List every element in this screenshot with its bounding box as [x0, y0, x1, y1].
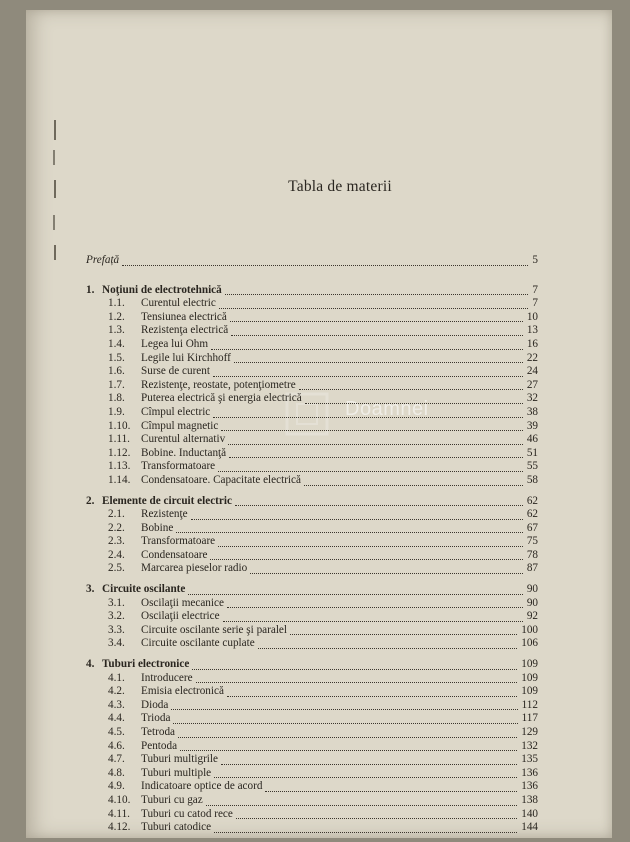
toc-entry-number: 1.5.	[108, 351, 125, 364]
toc-entry-label: Curentul alternativ	[141, 433, 226, 446]
toc-dot-leader	[227, 594, 523, 609]
toc-page-number: 27	[526, 378, 538, 391]
toc-dot-leader	[171, 696, 518, 711]
toc-page-number: 55	[526, 460, 538, 473]
toc-entry-number: 3.3.	[108, 623, 125, 636]
toc-entry-label: Tuburi cu gaz	[141, 793, 203, 806]
toc-entry-number: 2.1.	[108, 508, 125, 521]
toc-dot-leader	[191, 505, 523, 520]
toc-entry-label: Circuite oscilante	[102, 583, 186, 596]
toc-page-number: 132	[521, 739, 538, 752]
toc-entry-label: Circuite oscilante serie şi paralel	[141, 623, 288, 636]
toc-entry-number: 1.1.	[108, 297, 125, 310]
toc-page-number: 92	[526, 610, 538, 623]
toc-entry-label: Tuburi cu catod rece	[141, 807, 233, 820]
toc-entry-label: Tetroda	[141, 726, 176, 738]
toc-entry-label: Curentul electric	[141, 297, 216, 310]
page-title: Tabla de materii	[288, 178, 392, 195]
toc-entry-label: Rezistenţe, reostate, potenţiometre	[141, 378, 296, 391]
toc-page-number: 75	[526, 535, 538, 548]
toc-dot-leader	[214, 818, 517, 833]
toc-dot-leader	[305, 389, 523, 404]
toc-entry-number: 3.	[86, 583, 95, 596]
toc-dot-leader	[214, 764, 517, 779]
toc-entry-label: Tensiunea electrică	[141, 310, 227, 323]
toc-entry-number: 1.13.	[108, 460, 131, 473]
toc-dot-leader	[213, 403, 523, 418]
toc-dot-leader	[234, 349, 523, 364]
toc-page-number: 117	[521, 712, 538, 725]
toc-section-row	[86, 474, 538, 488]
toc-entry-label: Prefață	[86, 254, 120, 266]
toc-entry-number: 2.3.	[108, 535, 125, 548]
toc-entry-number: 1.3.	[108, 324, 125, 337]
toc-dot-leader	[122, 251, 528, 266]
toc-dot-leader	[230, 308, 523, 323]
toc-entry-number: 1.14.	[108, 473, 131, 486]
toc-entry-number: 1.9.	[108, 405, 125, 418]
toc-entry-number: 2.2.	[108, 521, 125, 534]
toc-page-number: 87	[526, 562, 538, 575]
toc-entry-number: 3.4.	[108, 637, 125, 650]
toc-dot-leader	[235, 492, 523, 507]
toc-page-number: 109	[521, 671, 538, 684]
toc-entry-label: Pentoda	[141, 739, 178, 752]
toc-page-number: 46	[526, 433, 538, 446]
toc-dot-leader	[178, 723, 517, 738]
toc-entry-label: Rezistenţa electrică	[141, 324, 229, 337]
chapter-gap	[86, 835, 538, 842]
toc-entry-label: Condensatoare	[141, 548, 208, 561]
toc-page-number: 109	[521, 658, 538, 671]
toc-section-row	[86, 821, 538, 835]
toc-page-number: 38	[526, 405, 538, 418]
toc-page-number: 5	[532, 254, 538, 266]
toc-dot-leader	[229, 444, 523, 459]
toc-dot-leader	[210, 546, 523, 561]
toc-entry-label: Legile lui Kirchhoff	[141, 351, 231, 364]
toc-entry-label: Introducere	[141, 671, 193, 684]
toc-entry-number: 4.5.	[108, 726, 125, 738]
toc-entry-label: Cîmpul electric	[141, 405, 211, 418]
toc-entry-number: 4.3.	[108, 698, 125, 711]
toc-entry-number: 1.7.	[108, 378, 125, 391]
toc-page-number: 106	[521, 637, 538, 650]
toc-entry-number: 1.8.	[108, 392, 125, 405]
toc-entry-number: 1.11.	[108, 433, 130, 446]
toc-entry-number: 1.2.	[108, 310, 125, 323]
toc-dot-leader	[304, 471, 523, 486]
toc-page-number: 144	[521, 821, 538, 834]
toc-entry-label: Emisia electronică	[141, 685, 224, 698]
toc-page-number: 129	[521, 726, 538, 738]
toc-page-number: 62	[526, 508, 538, 521]
toc-entry-label: Rezistenţe	[141, 508, 188, 521]
toc-dot-leader	[196, 669, 517, 684]
toc-entry-number: 4.11.	[108, 807, 130, 820]
toc-entry-number: 2.	[86, 494, 95, 507]
watermark-text: Doamnei	[345, 398, 429, 420]
toc-page-number: 62	[526, 494, 538, 507]
toc-page-number: 7	[532, 297, 538, 310]
toc-dot-leader	[206, 791, 517, 806]
toc-dot-leader	[176, 519, 523, 534]
toc-entry-label: Circuite oscilante cuplate	[141, 637, 255, 650]
toc-page-number: 138	[521, 793, 538, 806]
toc-entry-label: Oscilaţii mecanice	[141, 596, 224, 609]
toc-page-number: 7	[532, 283, 538, 296]
toc-entry-number: 3.2.	[108, 610, 125, 623]
toc-page-number: 109	[521, 685, 538, 698]
toc-dot-leader	[218, 532, 523, 547]
toc-entry-number: 4.6.	[108, 739, 125, 752]
toc-dot-leader	[223, 607, 523, 622]
toc-page-number: 136	[521, 780, 538, 793]
toc-entry-label: Bobine	[141, 521, 174, 534]
toc-dot-leader	[265, 777, 517, 792]
toc-entry-number: 1.12.	[108, 446, 131, 459]
toc-entry-number: 2.5.	[108, 562, 125, 575]
toc-page-number: 78	[526, 548, 538, 561]
toc-entry-label: Tuburi multiple	[141, 766, 212, 779]
toc-page-number: 90	[526, 596, 538, 609]
toc-entry-label: Oscilaţii electrice	[141, 610, 220, 623]
toc-page-number: 58	[526, 473, 538, 486]
toc-entry-number: 1.	[86, 283, 95, 296]
toc-section-row	[86, 637, 538, 651]
toc-dot-leader	[225, 281, 528, 296]
toc-entry-label: Legea lui Ohm	[141, 337, 209, 350]
toc-entry-number: 1.10.	[108, 419, 131, 432]
toc-page-number: 90	[526, 583, 538, 596]
toc-dot-leader	[236, 805, 517, 820]
toc-dot-leader	[180, 737, 517, 752]
toc-page-number: 22	[526, 351, 538, 364]
toc-dot-leader	[231, 321, 523, 336]
toc-dot-leader	[218, 457, 523, 472]
toc-dot-leader	[299, 376, 523, 391]
toc-page-number: 24	[526, 365, 538, 378]
toc-entry-label: Marcarea pieselor radio	[141, 562, 248, 575]
toc-dot-leader	[192, 655, 517, 670]
toc-dot-leader	[219, 294, 528, 309]
toc-entry-number: 4.1.	[108, 671, 125, 684]
toc-section-row	[86, 562, 538, 576]
toc-dot-leader	[213, 362, 523, 377]
toc-page-number: 67	[526, 521, 538, 534]
toc-entry-label: Puterea electrică şi energia electrică	[141, 392, 302, 405]
toc-dot-leader	[227, 682, 517, 697]
toc-entry-number: 1.6.	[108, 365, 125, 378]
toc-page-number: 135	[521, 753, 538, 766]
toc-entry-label: Noţiuni de electrotehnică	[102, 283, 222, 296]
toc-page-number: 100	[521, 623, 538, 636]
toc-entry-number: 4.10.	[108, 793, 131, 806]
toc-entry-label: Trioda	[141, 712, 171, 725]
toc-dot-leader	[173, 709, 518, 724]
toc-entry-label: Indicatoare optice de acord	[141, 780, 263, 793]
toc-dot-leader	[258, 634, 517, 649]
toc-entry-label: Condensatoare. Capacitate electrică	[141, 473, 301, 486]
toc-page-number: 39	[526, 419, 538, 432]
toc-entry-label: Surse de curent	[141, 365, 210, 378]
toc-entry-label: Transformatoare	[141, 460, 216, 473]
toc-page-number: 10	[526, 310, 538, 323]
toc-entry-number: 3.1.	[108, 596, 125, 609]
toc-dot-leader	[290, 621, 517, 636]
toc-dot-leader	[250, 559, 523, 574]
table-of-contents	[86, 254, 538, 842]
toc-page-number: 32	[526, 392, 538, 405]
toc-entry-number: 4.	[86, 658, 95, 671]
toc-entry-number: 4.2.	[108, 685, 125, 698]
toc-page-number: 16	[526, 337, 538, 350]
toc-entry-number: 4.7.	[108, 753, 125, 766]
toc-entry-label: Tuburi electronice	[102, 658, 190, 671]
toc-entry-number: 4.9.	[108, 780, 125, 793]
toc-entry-number: 4.12.	[108, 821, 131, 834]
toc-preface-row	[86, 254, 538, 268]
toc-entry-number: 4.4.	[108, 712, 125, 725]
toc-dot-leader	[221, 750, 517, 765]
toc-entry-number: 4.8.	[108, 766, 125, 779]
toc-entry-number: 2.4.	[108, 548, 125, 561]
toc-dot-leader	[211, 335, 523, 350]
toc-dot-leader	[188, 580, 523, 595]
toc-entry-label: Tuburi catodice	[141, 821, 212, 834]
toc-dot-leader	[228, 430, 523, 445]
toc-entry-label: Transformatoare	[141, 535, 216, 548]
toc-entry-label: Tuburi multigrile	[141, 753, 218, 766]
toc-entry-number: 1.4.	[108, 337, 125, 350]
toc-page-number: 13	[526, 324, 538, 337]
toc-entry-label: Elemente de circuit electric	[102, 494, 232, 507]
toc-dot-leader	[221, 417, 523, 432]
toc-page-number: 140	[521, 807, 538, 820]
toc-entry-label: Cîmpul magnetic	[141, 419, 219, 432]
toc-page-number: 136	[521, 766, 538, 779]
toc-entry-label: Bobine. Inductanţă	[141, 446, 227, 459]
toc-entry-label: Dioda	[141, 698, 169, 711]
toc-page-number: 51	[526, 446, 538, 459]
toc-page-number: 112	[521, 698, 538, 711]
